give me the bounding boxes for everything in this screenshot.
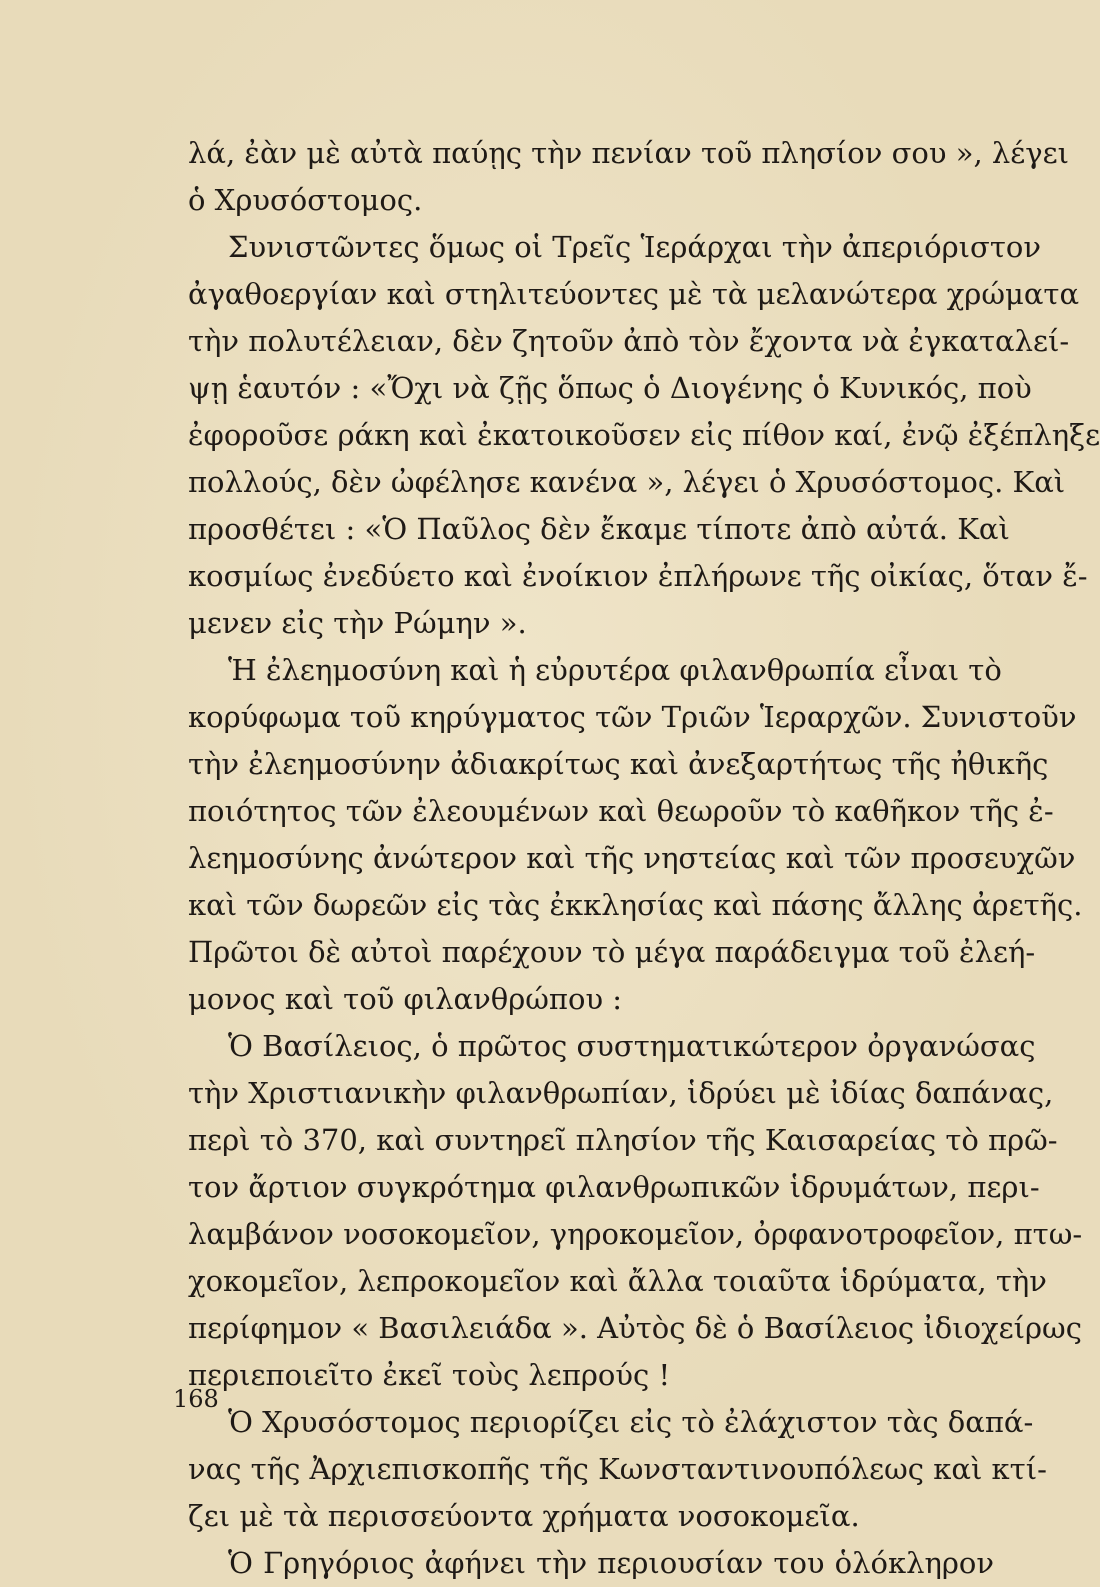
text-line: λά, ἐὰν μὲ αὐτὰ παύῃς τὴν πενίαν τοῦ πλησίον σου », λέγει	[188, 136, 1070, 170]
text-line: πολλούς, δὲν ὠφέλησε κανένα », λέγει ὁ Χρυσόστομος. Καὶ	[188, 465, 1066, 499]
text-line: κορύφωμα τοῦ κηρύγματος τῶν Τριῶν Ἱεραρχῶν. Συνιστοῦν	[188, 700, 1077, 734]
text-line: νας τῆς Ἀρχιεπισκοπῆς τῆς Κωνσταντινουπόλεως καὶ κτί-	[188, 1452, 1047, 1486]
text-line: περὶ τὸ 370, καὶ συντηρεῖ πλησίον τῆς Καισαρείας τὸ πρῶ-	[188, 1123, 1058, 1157]
text-line: Ὁ Βασίλειος, ὁ πρῶτος συστηματικώτερον ὀργανώσας	[228, 1029, 1036, 1063]
page-number: 168	[173, 1385, 219, 1413]
text-line: μενεν εἰς τὴν Ρώμην ».	[188, 606, 527, 640]
text-line: Ἡ ἐλεημοσύνη καὶ ἡ εὐρυτέρα φιλανθρωπία εἶναι τὸ	[228, 653, 1002, 687]
text-line: ψῃ ἑαυτόν : «Ὄχι νὰ ζῇς ὅπως ὁ Διογένης ὁ Κυνικός, ποὺ	[188, 371, 1032, 405]
text-line: περίφημον « Βασιλειάδα ». Αὐτὸς δὲ ὁ Βασίλειος ἰδιοχείρως	[188, 1311, 1082, 1345]
body-text	[188, 130, 1100, 1587]
text-line: κοσμίως ἐνεδύετο καὶ ἐνοίκιον ἐπλήρωνε τῆς οἰκίας, ὅταν ἔ-	[188, 559, 1088, 593]
text-line: περιεποιεῖτο ἐκεῖ τοὺς λεπρούς !	[188, 1358, 671, 1392]
text-line: τὴν ἐλεημοσύνην ἀδιακρίτως καὶ ἀνεξαρτήτως τῆς ἠθικῆς	[188, 747, 1049, 781]
text-line: τον ἄρτιον συγκρότημα φιλανθρωπικῶν ἱδρυμάτων, περι-	[188, 1170, 1040, 1204]
text-line: λαμβάνον νοσοκομεῖον, γηροκομεῖον, ὀρφανοτροφεῖον, πτω-	[188, 1217, 1083, 1251]
text-line: ὁ Χρυσόστομος.	[188, 183, 423, 217]
text-line: ζει μὲ τὰ περισσεύοντα χρήματα νοσοκομεῖα.	[188, 1499, 860, 1533]
text-line: καὶ τῶν δωρεῶν εἰς τὰς ἐκκλησίας καὶ πάσης ἄλλης ἀρετῆς.	[188, 888, 1083, 922]
text-line: ποιότητος τῶν ἐλεουμένων καὶ θεωροῦν τὸ καθῆκον τῆς ἐ-	[188, 794, 1054, 828]
text-line: Ὁ Χρυσόστομος περιορίζει εἰς τὸ ἐλάχιστον τὰς δαπά-	[228, 1405, 1034, 1439]
text-line: χοκομεῖον, λεπροκομεῖον καὶ ἄλλα τοιαῦτα ἱδρύματα, τὴν	[188, 1264, 1047, 1298]
text-line: ἀγαθοεργίαν καὶ στηλιτεύοντες μὲ τὰ μελανώτερα χρώματα	[188, 277, 1080, 311]
text-line: τὴν Χριστιανικὴν φιλανθρωπίαν, ἱδρύει μὲ ἰδίας δαπάνας,	[188, 1076, 1054, 1110]
text-line: Ὁ Γρηγόριος ἀφήνει τὴν περιουσίαν του ὁλόκληρον	[228, 1546, 994, 1580]
text-line: Πρῶτοι δὲ αὐτοὶ παρέχουν τὸ μέγα παράδειγμα τοῦ ἐλεή-	[188, 935, 1036, 969]
text-line: τὴν πολυτέλειαν, δὲν ζητοῦν ἀπὸ τὸν ἔχοντα νὰ ἐγκαταλεί-	[188, 324, 1070, 358]
text-line: μονος καὶ τοῦ φιλανθρώπου :	[188, 982, 623, 1016]
text-line: ἐφοροῦσε ράκη καὶ ἐκατοικοῦσεν εἰς πίθον καί, ἐνῷ ἐξέπληξε	[188, 418, 1100, 452]
text-line: Συνιστῶντες ὅμως οἱ Τρεῖς Ἱεράρχαι τὴν ἀπεριόριστον	[228, 230, 1041, 264]
text-line: προσθέτει : «Ὁ Παῦλος δὲν ἔκαμε τίποτε ἀπὸ αὐτά. Καὶ	[188, 512, 1010, 546]
text-line: λεημοσύνης ἀνώτερον καὶ τῆς νηστείας καὶ τῶν προσευχῶν	[188, 841, 1076, 875]
